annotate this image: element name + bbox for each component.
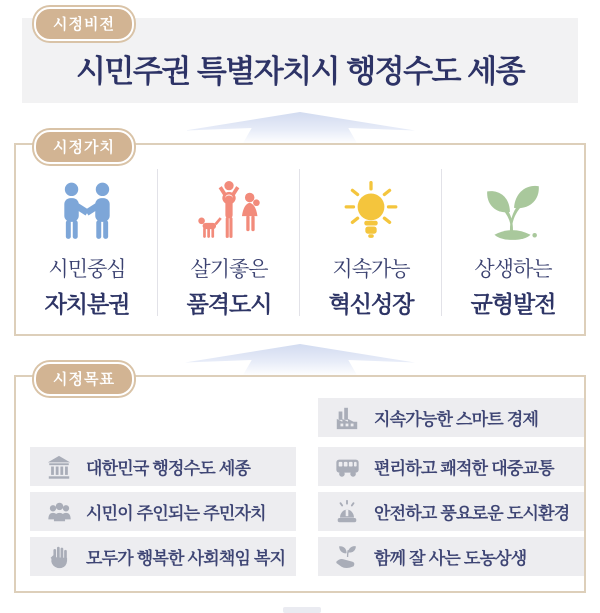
value-line2: 자치분권 [44, 291, 130, 317]
value-col-decentralization [16, 145, 158, 334]
goal-item-social-welfare [30, 537, 296, 576]
family-icon [195, 171, 263, 251]
value-line1: 살기좋은 [190, 258, 268, 281]
value-col-balanced-dev [442, 145, 584, 334]
up-arrow-icon [185, 112, 415, 144]
goal-item-public-transport [318, 447, 584, 486]
goal-label: 함께 잘 사는 도농상생 [374, 549, 527, 568]
value-line1: 지속가능 [332, 258, 410, 281]
value-line1: 시민중심 [48, 258, 126, 281]
goal-label: 편리하고 쾌적한 대중교통 [374, 459, 554, 478]
goal-item-safe-environment [318, 492, 584, 531]
hand-sprout-icon [333, 543, 361, 571]
value-col-livable-city [158, 145, 300, 334]
vision-badge: 시정비전 [34, 7, 134, 41]
goal-label: 대한민국 행정수도 세종 [86, 459, 251, 478]
bank-icon [45, 453, 73, 481]
lightbulb-icon [338, 171, 404, 251]
sprout-icon [480, 171, 546, 251]
goals-section [14, 375, 586, 593]
citizens-icon [45, 498, 73, 526]
value-line2: 혁신성장 [328, 291, 414, 317]
values-badge: 시정가치 [34, 130, 134, 164]
bus-icon [333, 453, 361, 481]
goals-badge: 시정목표 [34, 362, 134, 396]
cropped-bottom-element [283, 607, 321, 613]
value-col-innovation [300, 145, 442, 334]
goal-item-smart-economy [318, 398, 584, 437]
value-line1: 상생하는 [474, 258, 552, 281]
value-line2: 균형발전 [470, 291, 556, 317]
siren-icon [333, 498, 361, 526]
value-line2: 품격도시 [186, 291, 272, 317]
goal-label: 모두가 행복한 사회책임 복지 [86, 549, 286, 568]
vision-title: 시민주권 특별자치시 행정수도 세종 [75, 54, 525, 89]
factory-icon [333, 404, 361, 432]
hand-icon [45, 543, 73, 571]
goal-item-urban-rural [318, 537, 584, 576]
goal-label: 시민이 주인되는 주민자치 [86, 504, 266, 523]
goal-item-resident-autonomy [30, 492, 296, 531]
goal-item-capital-sejong [30, 447, 296, 486]
handshake-icon [54, 171, 120, 251]
up-arrow-icon [185, 344, 415, 376]
goal-label: 지속가능한 스마트 경제 [374, 410, 539, 429]
goal-label: 안전하고 풍요로운 도시환경 [374, 504, 570, 523]
values-section [14, 143, 586, 336]
